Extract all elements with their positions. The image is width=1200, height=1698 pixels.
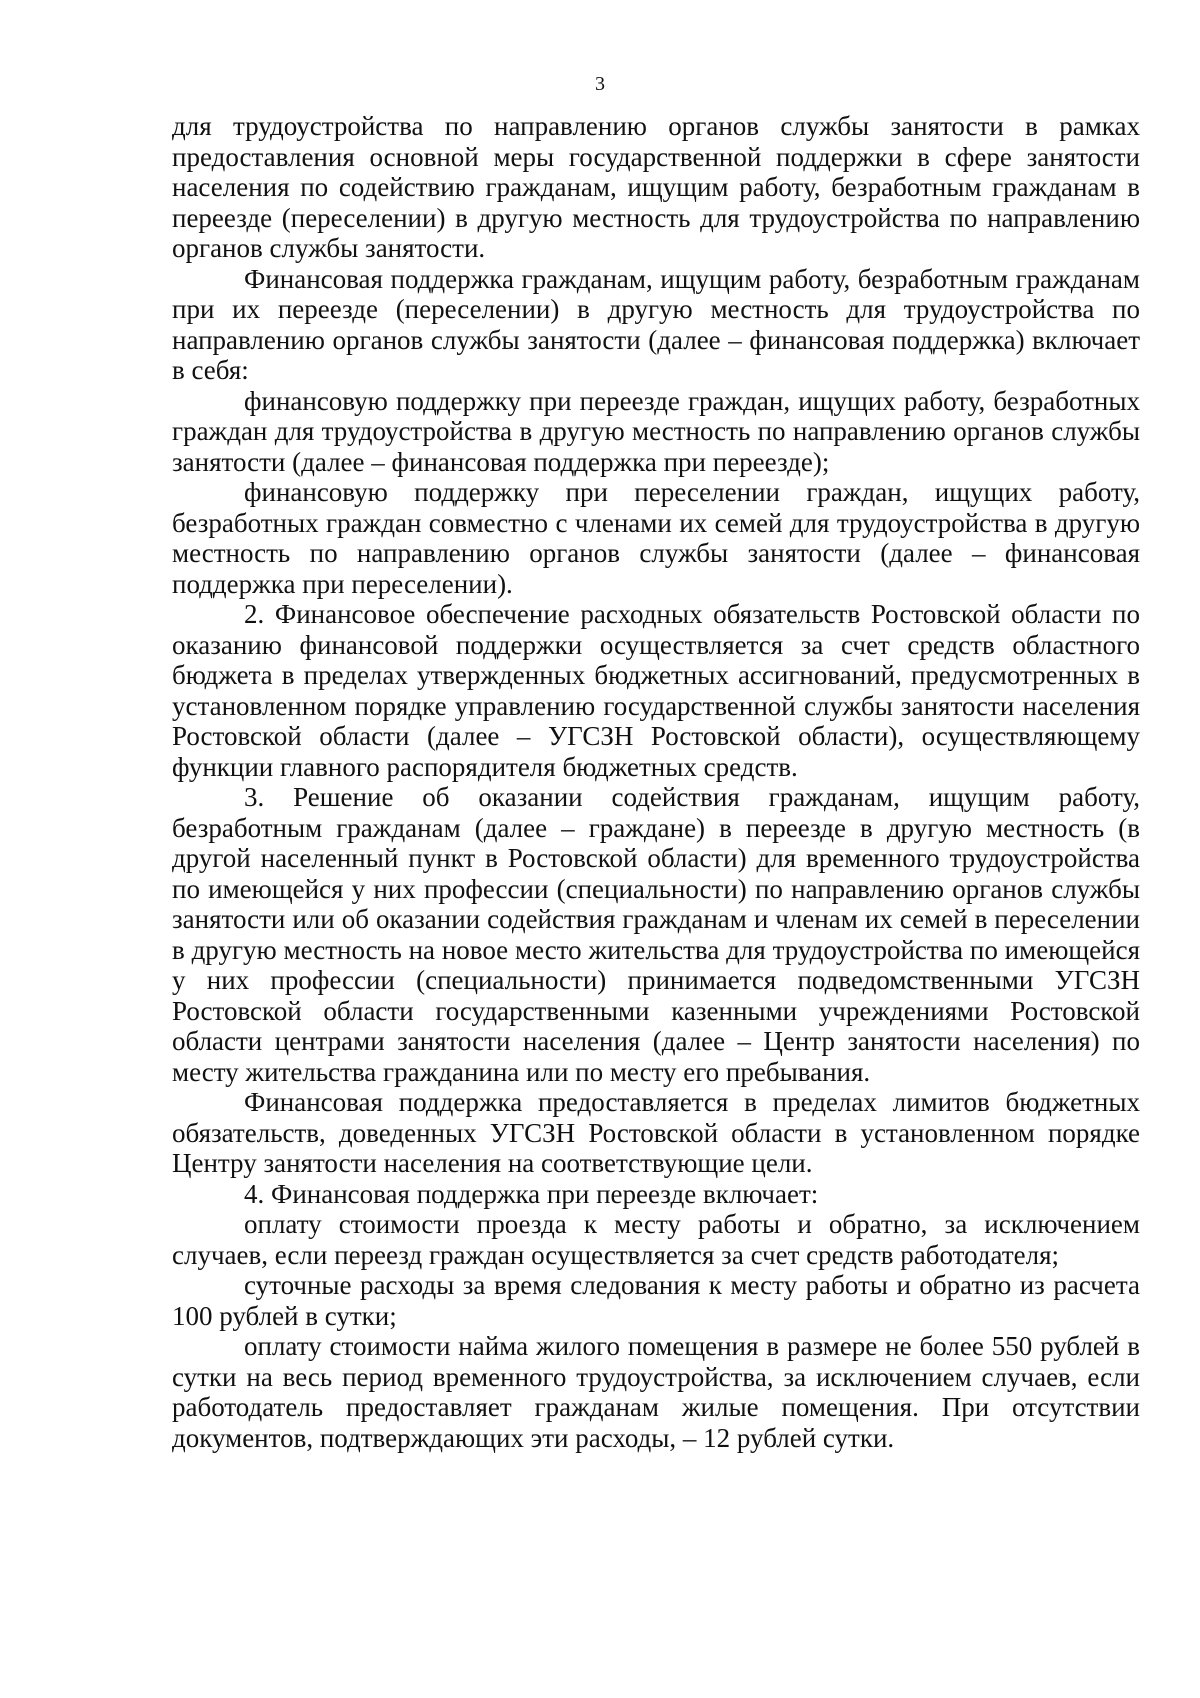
paragraph-7: Финансовая поддержка предоставляется в пределах лимитов бюджетных обязательств, доведенных УГСЗН Ростовской области в установленном порядке Центру занятости населения на соответствующие цели. [172, 1087, 1140, 1178]
paragraph-6: 3. Решение об оказании содействия гражданам, ищущим работу, безработным гражданам (далее – граждане) в переезде в другую местность (в другой населенный пункт в Ростовской области) для временного трудоустройства по имеющейся у них профессии (специальности) по направлению органов службы занятости или об оказании содействия гражданам и членам их семей в переселении в другую местность на новое место жительства для трудоустройства по имеющейся у них профессии (специальности) принимается подведомственными УГСЗН Ростовской области государственными казенными учреждениями Ростовской области центрами занятости населения (далее – Центр занятости населения) по месту жительства гражданина или по месту его пребывания. [172, 782, 1140, 1087]
paragraph-8: 4. Финансовая поддержка при переезде включает: [244, 1178, 819, 1209]
paragraph-1: для трудоустройства по направлению органов службы занятости в рамках предоставления основной меры государственной поддержки в сфере занятости населения по содействию гражданам, ищущим работу, безработным гражданам в переезде (переселении) в другую местность для трудоустройства по направлению органов службы занятости. [172, 111, 1140, 263]
paragraph-4: финансовую поддержку при переселении граждан, ищущих работу, безработных граждан совместно с членами их семей для трудоустройства в другую местность по направлению органов службы занятости (далее – финансовая поддержка при переселении). [172, 477, 1140, 599]
paragraph-3: финансовую поддержку при переезде граждан, ищущих работу, безработных граждан для трудоустройства в другую местность по направлению органов службы занятости (далее – финансовая поддержка при переезде); [172, 385, 1140, 477]
page-number: 3 [595, 73, 605, 95]
paragraph-2: Финансовая поддержка гражданам, ищущим работу, безработным гражданам при их переезде (переселении) в другую местность для трудоустройства по направлению органов службы занятости (далее – финансовая поддержка) включает в себя: [172, 263, 1140, 385]
paragraph-9: оплату стоимости проезда к месту работы и обратно, за исключением случаев, если переезд граждан осуществляется за счет средств работодателя; [172, 1209, 1140, 1270]
paragraph-11: оплату стоимости найма жилого помещения в размере не более 550 рублей в сутки на весь период временного трудоустройства, за исключением случаев, если работодатель предоставляет гражданам жилые помещения. При отсутствии документов, подтверждающих эти расходы, – 12 рублей сутки. [172, 1331, 1140, 1453]
document-body [172, 111, 1140, 1453]
paragraph-10: суточные расходы за время следования к месту работы и обратно из расчета 100 рублей в сутки; [172, 1270, 1140, 1331]
paragraph-5: 2. Финансовое обеспечение расходных обязательств Ростовской области по оказанию финансовой поддержки осуществляется за счет средств областного бюджета в пределах утвержденных бюджетных ассигнований, предусмотренных в установленном порядке управлению государственной службы занятости населения Ростовской области (далее – УГСЗН Ростовской области), осуществляющему функции главного распорядителя бюджетных средств. [172, 599, 1140, 782]
